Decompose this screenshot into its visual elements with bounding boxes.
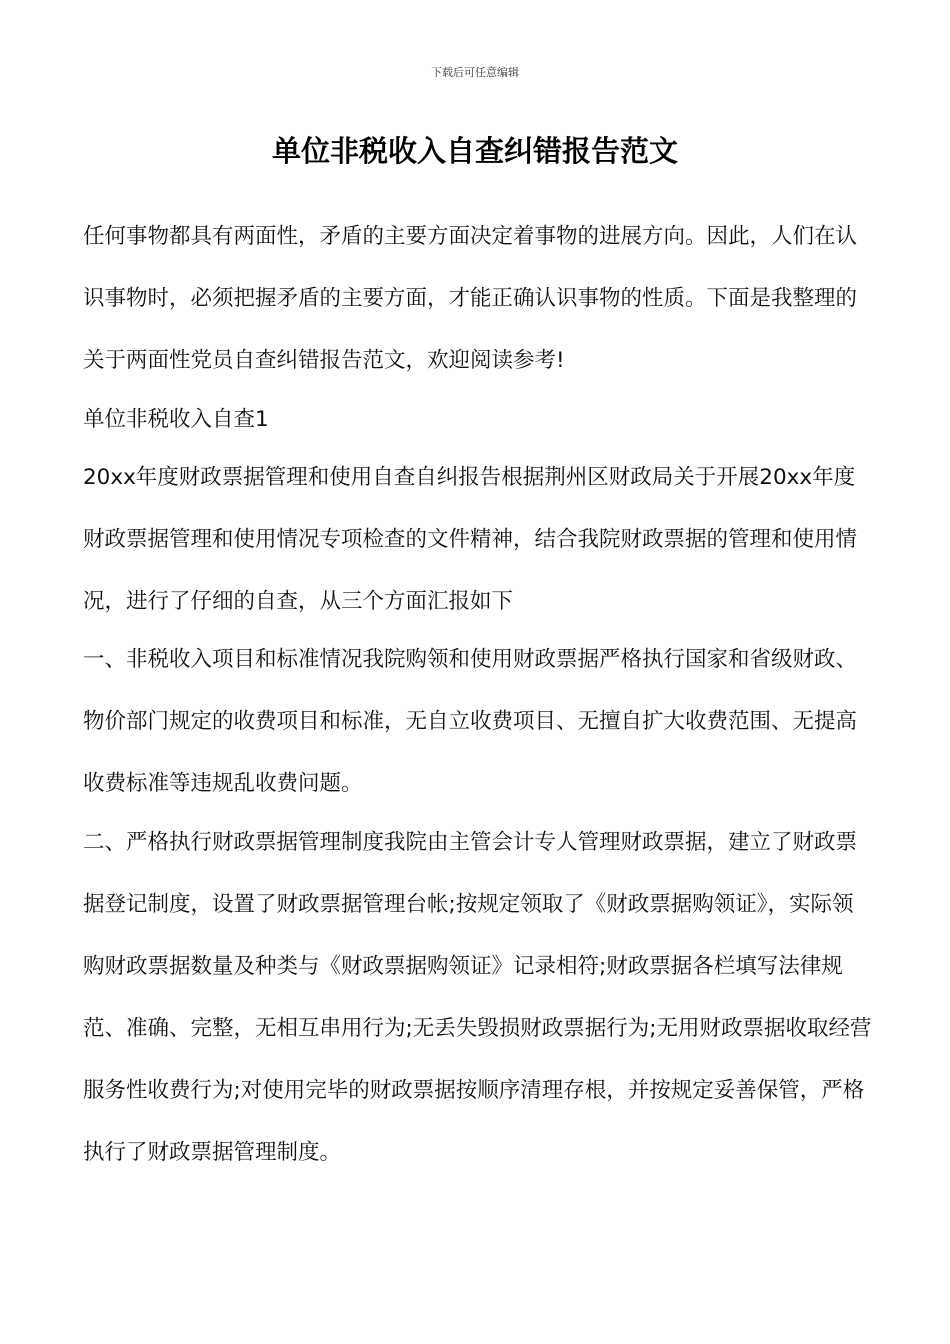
paragraph-item-2: 二、严格执行财政票据管理制度我院由主管会计专人管理财政票据，建立了财政票据登记制度，设置了财政票据管理台帐;按规定领取了《财政票据购领证》，实际领购财政票据数量及种类与《财政票据购领证》记录相符;财政票据各栏填写法律规范、准确、完整，无相互串用行为;无丢失毁损财政票据行为;无用财政票据收取经营服务性收费行为;对使用完毕的财政票据按顺序清理存根，并按规定妥善保管，严格执行了财政票据管理制度。 bbox=[83, 830, 872, 1165]
section-heading: 单位非税收入自查1 bbox=[83, 407, 269, 432]
paragraph-1: 20xx年度财政票据管理和使用自查自纠报告根据荆州区财政局关于开展20xx年度财政票据管理和使用情况专项检查的文件精神，结合我院财政票据的管理和使用情况，进行了仔细的自查，从三个方面汇报如下 bbox=[83, 465, 858, 614]
header-note: 下载后可任意编辑 bbox=[431, 66, 519, 79]
paragraph-item-1: 一、非税收入项目和标准情况我院购领和使用财政票据严格执行国家和省级财政、物价部门规定的收费项目和标准，无自立收费项目、无擅自扩大收费范围、无提高收费标准等违规乱收费问题。 bbox=[83, 647, 858, 796]
intro-paragraph: 任何事物都具有两面性，矛盾的主要方面决定着事物的进展方向。因此，人们在认识事物时，必须把握矛盾的主要方面，才能正确认识事物的性质。下面是我整理的关于两面性党员自查纠错报告范文，欢迎阅读参考! bbox=[83, 224, 858, 373]
document-title: 单位非税收入自查纠错报告范文 bbox=[271, 134, 678, 168]
